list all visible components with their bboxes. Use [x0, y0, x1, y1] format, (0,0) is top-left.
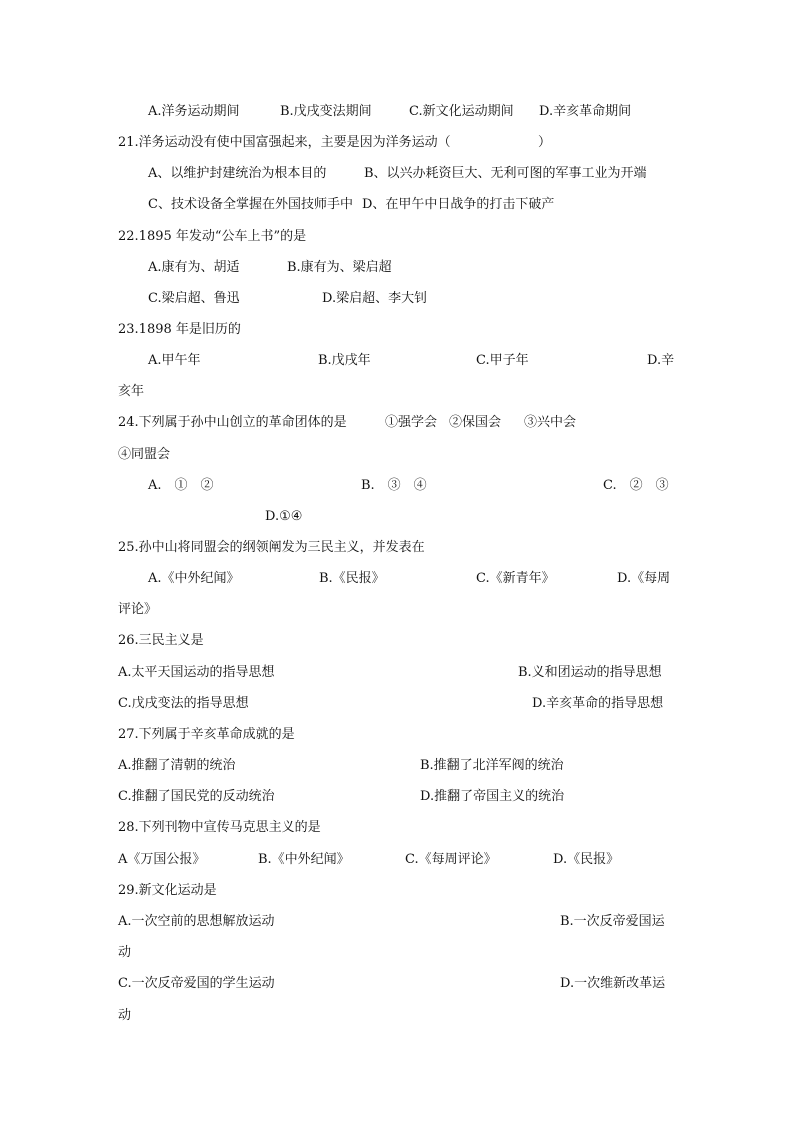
- q24-item-3: ③兴中会: [524, 415, 577, 430]
- q23-option-d: D.辛: [647, 353, 675, 368]
- q29-option-a: A.一次空前的思想解放运动: [118, 914, 275, 929]
- q22-option-d: D.梁启超、李大钊: [322, 291, 428, 306]
- q24-option-a: A. ① ②: [148, 478, 214, 493]
- q24-item-2: ②保国会: [449, 415, 502, 430]
- q21-option-a: A、以维护封建统治为根本目的: [148, 166, 327, 181]
- q20-option-a: A.洋务运动期间: [148, 104, 240, 119]
- q22-option-c: C.梁启超、鲁迅: [148, 291, 240, 306]
- q29-option-d-continued: 动: [118, 1008, 132, 1023]
- q28-option-a: A《万国公报》: [118, 852, 206, 867]
- q29-option-c: C.一次反帝爱国的学生运动: [118, 976, 275, 991]
- q23-option-d-continued: 亥年: [118, 384, 145, 399]
- q20-option-b: B.戊戌变法期间: [280, 104, 372, 119]
- q24-stem: 24.下列属于孙中山创立的革命团体的是: [118, 415, 347, 430]
- q21-option-c: C、技术设备全掌握在外国技师手中: [148, 197, 353, 212]
- q20-option-c: C.新文化运动期间: [409, 104, 514, 119]
- q27-option-b: B.推翻了北洋军阀的统治: [420, 758, 564, 773]
- q24-option-d: D.①④: [265, 509, 303, 524]
- q22-option-b: B.康有为、梁启超: [287, 260, 392, 275]
- q21-stem: 21.洋务运动没有使中国富强起来，主要是因为洋务运动（: [118, 135, 451, 150]
- q23-option-a: A.甲午年: [148, 353, 201, 368]
- q27-option-c: C.推翻了国民党的反动统治: [118, 789, 275, 804]
- q23-option-b: B.戊戌年: [318, 353, 371, 368]
- q27-option-a: A.推翻了清朝的统治: [118, 758, 236, 773]
- q26-option-c: C.戊戌变法的指导思想: [118, 696, 249, 711]
- q21-answer-paren-close: ）: [538, 135, 552, 150]
- q23-option-c: C.甲子年: [476, 353, 529, 368]
- q22-stem: 22.1895 年发动“公车上书”的是: [118, 229, 307, 244]
- q21-option-d: D、在甲午中日战争的打击下破产: [362, 197, 555, 212]
- q29-stem: 29.新文化运动是: [118, 883, 217, 898]
- q29-option-b: B.一次反帝爱国运: [560, 914, 665, 929]
- q25-option-d-continued: 评论》: [118, 602, 158, 617]
- q29-option-d: D.一次维新改革运: [560, 976, 666, 991]
- q26-option-b: B.义和团运动的指导思想: [518, 665, 662, 680]
- q26-option-a: A.太平天国运动的指导思想: [118, 665, 275, 680]
- q25-option-d: D.《每周: [617, 571, 671, 586]
- q22-option-a: A.康有为、胡适: [148, 260, 240, 275]
- q25-option-b: B.《民报》: [319, 571, 385, 586]
- q28-option-b: B.《中外纪闻》: [258, 852, 350, 867]
- q24-option-c: C. ② ③: [603, 478, 669, 493]
- q24-item-1: ①强学会: [385, 415, 438, 430]
- q20-option-d: D.辛亥革命期间: [539, 104, 632, 119]
- q29-option-b-continued: 动: [118, 945, 132, 960]
- q23-stem: 23.1898 年是旧历的: [118, 322, 241, 337]
- q24-item-4: ④同盟会: [118, 447, 171, 462]
- q28-option-c: C.《每周评论》: [405, 852, 497, 867]
- q25-option-c: C.《新青年》: [476, 571, 555, 586]
- q26-stem: 26.三民主义是: [118, 633, 204, 648]
- q21-option-b: B、以兴办耗资巨大、无利可图的军事工业为开端: [364, 166, 647, 181]
- q27-stem: 27.下列属于辛亥革命成就的是: [118, 727, 295, 742]
- q28-option-d: D.《民报》: [553, 852, 620, 867]
- q26-option-d: D.辛亥革命的指导思想: [532, 696, 664, 711]
- q25-stem: 25.孙中山将同盟会的纲领阐发为三民主义，并发表在: [118, 540, 425, 555]
- q27-option-d: D.推翻了帝国主义的统治: [420, 789, 565, 804]
- q24-option-b: B. ③ ④: [361, 478, 427, 493]
- q28-stem: 28.下列刊物中宣传马克思主义的是: [118, 820, 321, 835]
- q25-option-a: A.《中外纪闻》: [148, 571, 240, 586]
